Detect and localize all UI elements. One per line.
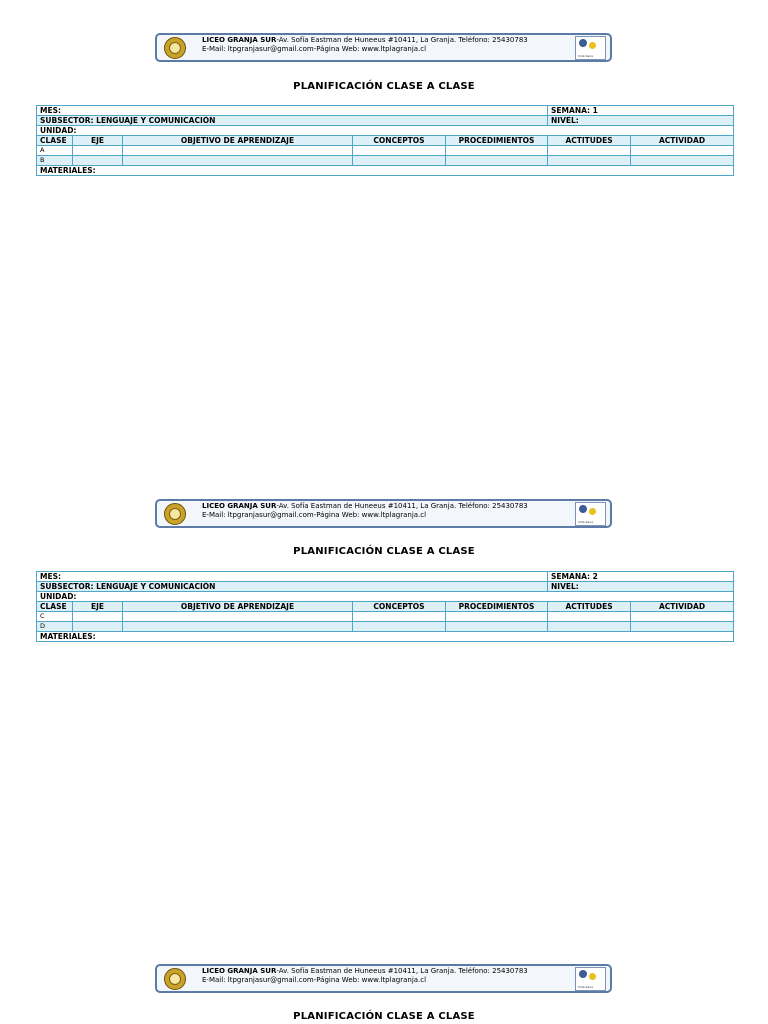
mes-field: MES: [37, 106, 548, 116]
actitudes-cell[interactable] [548, 622, 631, 632]
clase-cell: A [37, 146, 73, 156]
school-name: LICEO GRANJA SUR [202, 502, 277, 510]
semana-field: SEMANA: 2 [548, 572, 734, 582]
procedimientos-cell[interactable] [446, 612, 548, 622]
eje-cell[interactable] [73, 156, 123, 166]
actitudes-cell[interactable] [548, 612, 631, 622]
school-crest-icon [164, 37, 186, 59]
col-objetivo: OBJETIVO DE APRENDIZAJE [123, 136, 353, 146]
header-text [202, 502, 528, 520]
col-procedimientos: PROCEDIMIENTOS [446, 136, 548, 146]
subsector-field: SUBSECTOR: LENGUAJE Y COMUNICACIÓN [37, 582, 548, 592]
school-crest-icon [164, 503, 186, 525]
school-contact: E-Mail: ltpgranjasur@gmail.com-Página Web: www.ltplagranja.cl [202, 511, 427, 519]
school-crest-icon [164, 968, 186, 990]
school-contact: E-Mail: ltpgranjasur@gmail.com-Página Web: www.ltplagranja.cl [202, 45, 427, 53]
table-row [37, 156, 734, 166]
clase-cell: C [37, 612, 73, 622]
conceptos-cell[interactable] [353, 156, 446, 166]
school-header [155, 964, 612, 993]
col-eje: EJE [73, 602, 123, 612]
semana-field: SEMANA: 1 [548, 106, 734, 116]
conceptos-cell[interactable] [353, 612, 446, 622]
col-actitudes: ACTITUDES [548, 602, 631, 612]
col-conceptos: CONCEPTOS [353, 136, 446, 146]
materiales-field: MATERIALES: [37, 632, 734, 642]
header-text [202, 36, 528, 54]
col-actividad: ACTIVIDAD [631, 136, 734, 146]
materiales-field: MATERIALES: [37, 166, 734, 176]
nivel-field: NIVEL: [548, 582, 734, 592]
logo-caption: Vida Sana [578, 985, 593, 989]
col-actitudes: ACTITUDES [548, 136, 631, 146]
procedimientos-cell[interactable] [446, 146, 548, 156]
nivel-field: NIVEL: [548, 116, 734, 126]
school-name: LICEO GRANJA SUR [202, 967, 277, 975]
conceptos-cell[interactable] [353, 146, 446, 156]
eje-cell[interactable] [73, 612, 123, 622]
planning-table [36, 571, 734, 642]
vida-sana-logo-icon [575, 36, 606, 60]
school-address: -Av. Sofía Eastman de Huneeus #10411, La Granja. Teléfono: 25430783 [276, 36, 528, 44]
actitudes-cell[interactable] [548, 156, 631, 166]
page-title: PLANIFICACIÓN CLASE A CLASE [293, 546, 475, 557]
vida-sana-logo-icon [575, 967, 606, 991]
col-procedimientos: PROCEDIMIENTOS [446, 602, 548, 612]
mes-field: MES: [37, 572, 548, 582]
objetivo-cell[interactable] [123, 612, 353, 622]
col-objetivo: OBJETIVO DE APRENDIZAJE [123, 602, 353, 612]
eje-cell[interactable] [73, 622, 123, 632]
school-header [155, 33, 612, 62]
page-title: PLANIFICACIÓN CLASE A CLASE [293, 81, 475, 92]
procedimientos-cell[interactable] [446, 156, 548, 166]
logo-caption: Vida Sana [578, 54, 593, 58]
col-actividad: ACTIVIDAD [631, 602, 734, 612]
clase-cell: B [37, 156, 73, 166]
col-conceptos: CONCEPTOS [353, 602, 446, 612]
school-name: LICEO GRANJA SUR [202, 36, 277, 44]
unidad-field: UNIDAD: [37, 592, 734, 602]
eje-cell[interactable] [73, 146, 123, 156]
clase-cell: D [37, 622, 73, 632]
actitudes-cell[interactable] [548, 146, 631, 156]
planning-table [36, 105, 734, 176]
subsector-field: SUBSECTOR: LENGUAJE Y COMUNICACIÓN [37, 116, 548, 126]
table-row [37, 146, 734, 156]
actividad-cell[interactable] [631, 156, 734, 166]
school-contact: E-Mail: ltpgranjasur@gmail.com-Página Web: www.ltplagranja.cl [202, 976, 427, 984]
page-title: PLANIFICACIÓN CLASE A CLASE [293, 1011, 475, 1022]
school-address: -Av. Sofía Eastman de Huneeus #10411, La Granja. Teléfono: 25430783 [276, 502, 528, 510]
school-header [155, 499, 612, 528]
actividad-cell[interactable] [631, 622, 734, 632]
vida-sana-logo-icon [575, 502, 606, 526]
col-clase: CLASE [37, 602, 73, 612]
objetivo-cell[interactable] [123, 156, 353, 166]
unidad-field: UNIDAD: [37, 126, 734, 136]
objetivo-cell[interactable] [123, 146, 353, 156]
table-row [37, 612, 734, 622]
table-row [37, 622, 734, 632]
col-clase: CLASE [37, 136, 73, 146]
actividad-cell[interactable] [631, 612, 734, 622]
procedimientos-cell[interactable] [446, 622, 548, 632]
col-eje: EJE [73, 136, 123, 146]
logo-caption: Vida Sana [578, 520, 593, 524]
actividad-cell[interactable] [631, 146, 734, 156]
objetivo-cell[interactable] [123, 622, 353, 632]
header-text [202, 967, 528, 985]
school-address: -Av. Sofía Eastman de Huneeus #10411, La Granja. Teléfono: 25430783 [276, 967, 528, 975]
conceptos-cell[interactable] [353, 622, 446, 632]
